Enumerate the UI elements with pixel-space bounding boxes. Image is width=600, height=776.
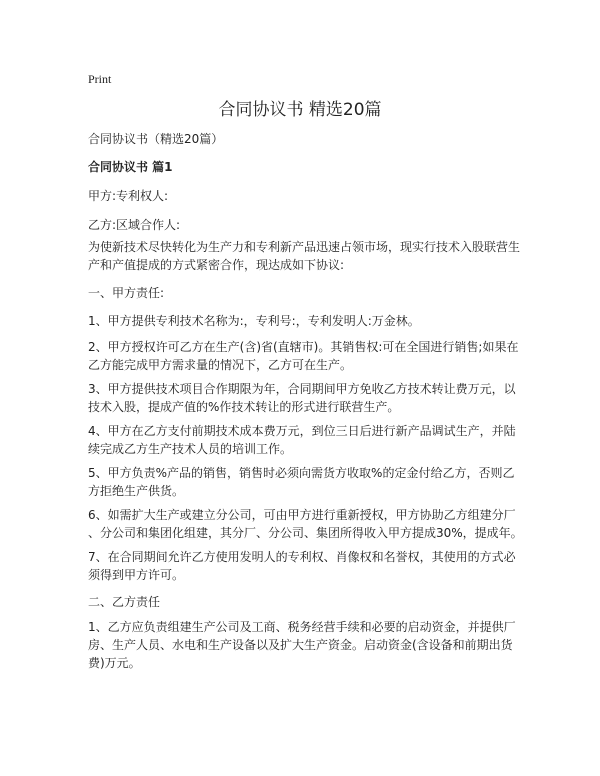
line: 产和产值提成的方式紧密合作，现达成如下协议: bbox=[88, 258, 345, 272]
line: 须得到甲方许可。 bbox=[88, 568, 185, 582]
line: 技术入股，提成产值的%作技术转让的形式进行联营生产。 bbox=[88, 400, 400, 414]
part1-item-1 bbox=[88, 312, 538, 330]
page-title: 合同协议书 精选20篇 bbox=[218, 100, 382, 120]
line: 2、甲方授权许可乙方在生产(含)省(直辖市)。其销售权:可在全国进行销售;如果在 bbox=[88, 340, 519, 354]
line: 6、如需扩大生产或建立分公司，可由甲方进行重新授权，甲方协助乙方组建分厂 bbox=[88, 508, 516, 522]
line: 为使新技术尽快转化为生产力和专利新产品迅速占领市场，现实行技术入股联营生 bbox=[88, 240, 521, 254]
print-link[interactable]: Print bbox=[88, 72, 112, 86]
party-b: 乙方:区域合作人: bbox=[88, 218, 181, 232]
line: 费)万元。 bbox=[88, 656, 141, 670]
part1-item-3 bbox=[88, 380, 538, 416]
line: 1、乙方应负责组建生产公司及工商、税务经营手续和必要的启动资金，并提供厂 bbox=[88, 620, 516, 634]
line: 方拒绝生产供货。 bbox=[88, 484, 185, 498]
section-heading: 合同协议书 篇1 bbox=[88, 160, 173, 174]
party-a: 甲方:专利权人: bbox=[88, 189, 169, 203]
part1-item-2 bbox=[88, 338, 538, 374]
line: 房、生产人员、水电和生产设备以及扩大生产资金。启动资金(含设备和前期出货 bbox=[88, 638, 513, 652]
part1-item-5 bbox=[88, 464, 538, 500]
line: 续完成乙方生产技术人员的培训工作。 bbox=[88, 442, 293, 456]
part1-item-7 bbox=[88, 548, 538, 584]
part1-heading: 一、甲方责任: bbox=[88, 286, 165, 300]
intro-paragraph bbox=[88, 238, 538, 274]
line: 7、在合同期间允许乙方使用发明人的专利权、肖像权和名誉权，其使用的方式必 bbox=[88, 550, 516, 564]
subtitle: 合同协议书（精选20篇） bbox=[88, 132, 224, 146]
part2-item-1 bbox=[88, 618, 538, 672]
line: 1、甲方提供专利技术名称为:，专利号:，专利发明人:万金林。 bbox=[88, 314, 420, 328]
line: 、分公司和集团化组建，其分厂、分公司、集团所得收入甲方提成30%，提成年。 bbox=[88, 526, 523, 540]
part1-item-6 bbox=[88, 506, 538, 542]
line: 5、甲方负责%产品的销售，销售时必须向需货方收取%的定金付给乙方，否则乙 bbox=[88, 466, 515, 480]
line: 4、甲方在乙方支付前期技术成本费万元，到位三日后进行新产品调试生产，并陆 bbox=[88, 424, 516, 438]
part2-heading: 二、乙方责任 bbox=[88, 595, 161, 609]
line: 乙方能完成甲方需求量的情况下，乙方可在生产。 bbox=[88, 358, 353, 372]
part1-item-4 bbox=[88, 422, 538, 458]
line: 3、甲方提供技术项目合作期限为年，合同期间甲方免收乙方技术转让费万元，以 bbox=[88, 382, 516, 396]
